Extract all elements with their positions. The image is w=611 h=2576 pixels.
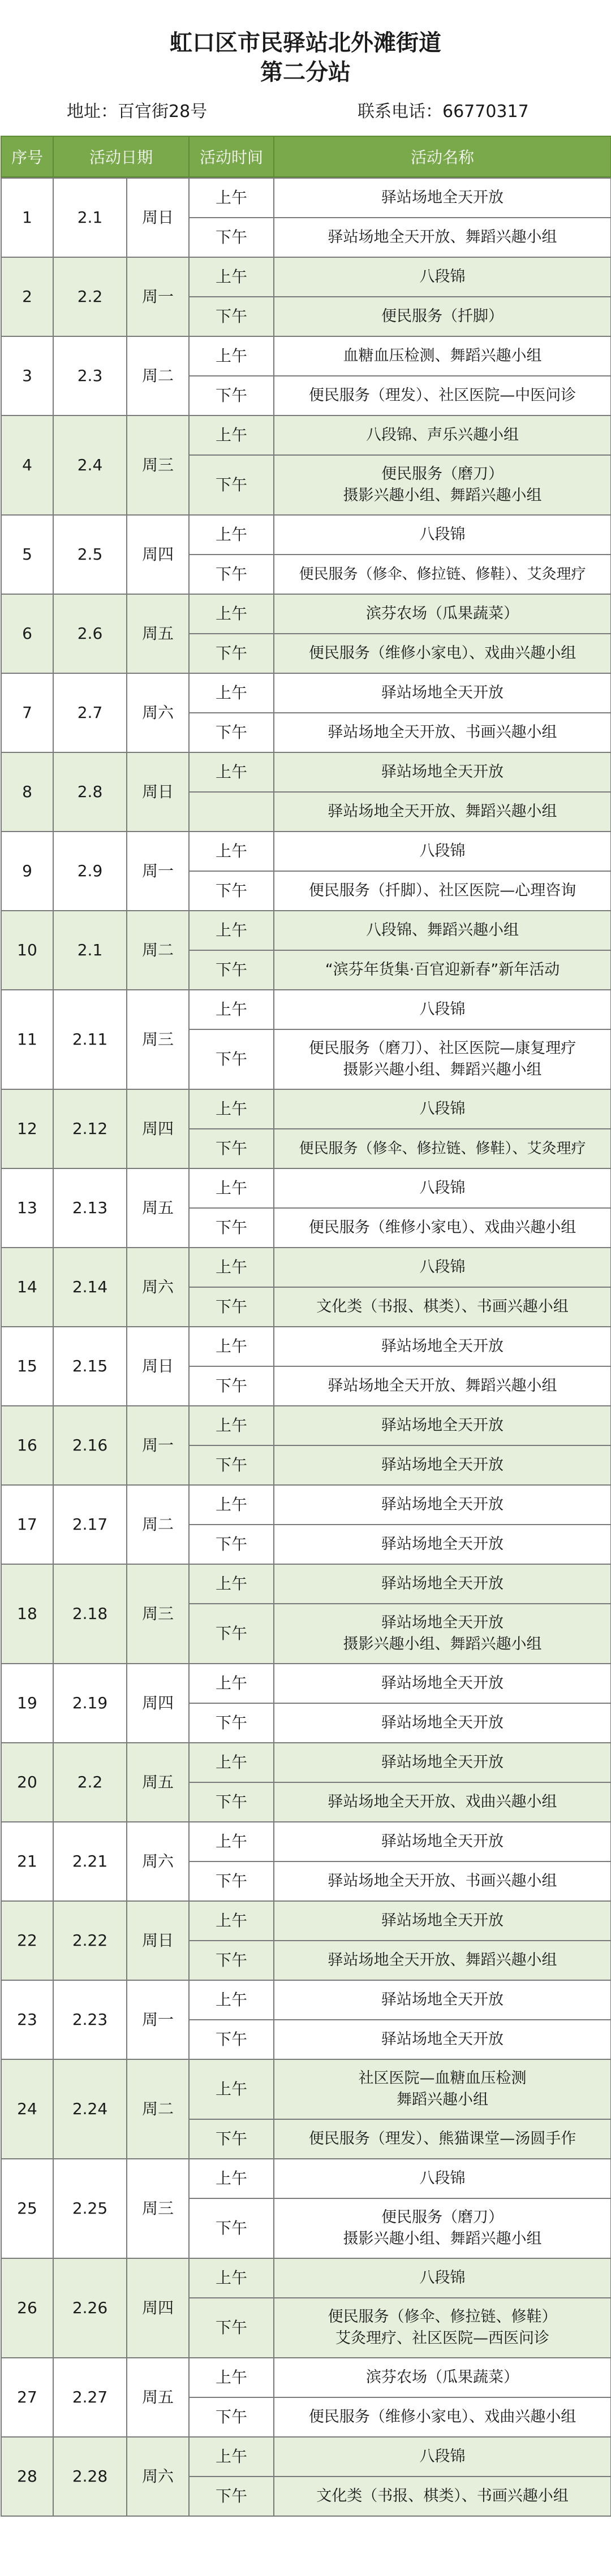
am-label-cell: 上午 xyxy=(189,257,274,297)
seq-cell: 24 xyxy=(1,2059,53,2159)
date-cell: 2.15 xyxy=(53,1327,127,1406)
am-label-cell: 上午 xyxy=(189,1822,274,1861)
table-row xyxy=(1,832,611,911)
date-cell: 2.17 xyxy=(53,1485,127,1564)
am-label-cell: 上午 xyxy=(189,1980,274,2020)
pm-label-cell xyxy=(189,792,274,832)
seq-cell: 8 xyxy=(1,752,53,832)
seq-cell: 27 xyxy=(1,2358,53,2437)
am-label-cell: 上午 xyxy=(189,2358,274,2397)
weekday-cell: 周五 xyxy=(127,1743,189,1822)
date-cell: 2.28 xyxy=(53,2437,127,2516)
pm-activity-cell: 驿站场地全天开放、舞蹈兴趣小组 xyxy=(274,1366,611,1406)
am-activity-cell: 驿站场地全天开放 xyxy=(274,1327,611,1366)
weekday-cell: 周四 xyxy=(127,1664,189,1743)
am-label-cell: 上午 xyxy=(189,2059,274,2119)
table-row xyxy=(1,336,611,415)
seq-cell: 15 xyxy=(1,1327,53,1406)
pm-activity-cell: 便民服务（维修小家电）、戏曲兴趣小组 xyxy=(274,1208,611,1248)
pm-label-cell: 下午 xyxy=(189,1782,274,1822)
pm-label-cell: 下午 xyxy=(189,1604,274,1664)
seq-cell: 19 xyxy=(1,1664,53,1743)
date-cell: 2.3 xyxy=(53,336,127,415)
pm-label-cell: 下午 xyxy=(189,1366,274,1406)
pm-activity-cell: 便民服务（扦脚） xyxy=(274,297,611,336)
pm-activity-cell: 便民服务（修伞、修拉链、修鞋） 艾灸理疗、社区医院—西医问诊 xyxy=(274,2298,611,2358)
pm-label-cell: 下午 xyxy=(189,555,274,594)
pm-activity-cell: 便民服务（理发）、熊猫课堂—汤圆手作 xyxy=(274,2119,611,2159)
date-cell: 2.9 xyxy=(53,832,127,911)
pm-activity-cell: 便民服务（磨刀） 摄影兴趣小组、舞蹈兴趣小组 xyxy=(274,2198,611,2258)
weekday-cell: 周六 xyxy=(127,2437,189,2516)
am-activity-cell: 八段锦 xyxy=(274,515,611,555)
table-row xyxy=(1,1485,611,1564)
weekday-cell: 周一 xyxy=(127,1406,189,1485)
pm-activity-cell: “滨芬年货集·百官迎新春”新年活动 xyxy=(274,950,611,990)
pm-label-cell: 下午 xyxy=(189,2020,274,2059)
am-activity-cell: 八段锦 xyxy=(274,2437,611,2477)
date-cell: 2.1 xyxy=(53,911,127,990)
am-activity-cell: 驿站场地全天开放 xyxy=(274,1822,611,1861)
date-cell: 2.21 xyxy=(53,1822,127,1901)
am-label-cell: 上午 xyxy=(189,1664,274,1703)
table-row xyxy=(1,1168,611,1248)
pm-label-cell: 下午 xyxy=(189,713,274,752)
seq-cell: 14 xyxy=(1,1248,53,1327)
header-activity: 活动名称 xyxy=(274,136,611,177)
am-activity-cell: 八段锦 xyxy=(274,990,611,1029)
table-row xyxy=(1,1901,611,1980)
weekday-cell: 周五 xyxy=(127,2358,189,2437)
am-activity-cell: 滨芬农场（瓜果蔬菜） xyxy=(274,594,611,634)
pm-activity-cell: 驿站场地全天开放、戏曲兴趣小组 xyxy=(274,1782,611,1822)
table-row xyxy=(1,673,611,752)
am-activity-cell: 驿站场地全天开放 xyxy=(274,1980,611,2020)
date-cell: 2.27 xyxy=(53,2358,127,2437)
seq-cell: 10 xyxy=(1,911,53,990)
table-row xyxy=(1,2258,611,2358)
pm-activity-cell: 便民服务（维修小家电）、戏曲兴趣小组 xyxy=(274,634,611,673)
am-label-cell: 上午 xyxy=(189,673,274,713)
date-cell: 2.23 xyxy=(53,1980,127,2059)
weekday-cell: 周三 xyxy=(127,415,189,515)
pm-activity-cell: 驿站场地全天开放 xyxy=(274,1525,611,1564)
am-activity-cell: 滨芬农场（瓜果蔬菜） xyxy=(274,2358,611,2397)
date-cell: 2.12 xyxy=(53,1089,127,1168)
address-text: 地址：百官街28号 xyxy=(67,102,208,122)
date-cell: 2.13 xyxy=(53,1168,127,1248)
pm-label-cell: 下午 xyxy=(189,376,274,415)
am-activity-cell: 八段锦 xyxy=(274,1168,611,1208)
date-cell: 2.24 xyxy=(53,2059,127,2159)
weekday-cell: 周日 xyxy=(127,178,189,257)
seq-cell: 3 xyxy=(1,336,53,415)
page-subtitle: 第二分站 xyxy=(260,59,351,85)
table-row xyxy=(1,415,611,515)
seq-cell: 5 xyxy=(1,515,53,594)
weekday-cell: 周四 xyxy=(127,2258,189,2358)
weekday-cell: 周六 xyxy=(127,1822,189,1901)
pm-activity-cell: 便民服务（修伞、修拉链、修鞋）、艾灸理疗 xyxy=(274,555,611,594)
table-row xyxy=(1,1564,611,1664)
table-row xyxy=(1,2437,611,2516)
table-row xyxy=(1,1980,611,2059)
am-label-cell: 上午 xyxy=(189,1248,274,1287)
pm-activity-cell: 驿站场地全天开放、舞蹈兴趣小组 xyxy=(274,1941,611,1980)
am-label-cell: 上午 xyxy=(189,594,274,634)
pm-label-cell: 下午 xyxy=(189,455,274,515)
seq-cell: 28 xyxy=(1,2437,53,2516)
pm-label-cell: 下午 xyxy=(189,1287,274,1327)
am-label-cell: 上午 xyxy=(189,1089,274,1129)
am-activity-cell: 八段锦 xyxy=(274,1248,611,1287)
am-label-cell: 上午 xyxy=(189,832,274,871)
am-label-cell: 上午 xyxy=(189,911,274,950)
pm-label-cell: 下午 xyxy=(189,2198,274,2258)
am-activity-cell: 八段锦 xyxy=(274,832,611,871)
header-time: 活动时间 xyxy=(189,136,274,177)
table-row xyxy=(1,2059,611,2159)
am-label-cell: 上午 xyxy=(189,1485,274,1525)
pm-activity-cell: 驿站场地全天开放 xyxy=(274,2020,611,2059)
weekday-cell: 周日 xyxy=(127,1901,189,1980)
header-seq: 序号 xyxy=(1,136,53,177)
am-activity-cell: 驿站场地全天开放 xyxy=(274,1406,611,1445)
table-row xyxy=(1,594,611,673)
am-activity-cell: 社区医院—血糖血压检测 舞蹈兴趣小组 xyxy=(274,2059,611,2119)
pm-label-cell: 下午 xyxy=(189,2477,274,2516)
table-row xyxy=(1,257,611,336)
pm-label-cell: 下午 xyxy=(189,634,274,673)
seq-cell: 6 xyxy=(1,594,53,673)
am-label-cell: 上午 xyxy=(189,515,274,555)
pm-activity-cell: 驿站场地全天开放 xyxy=(274,1445,611,1485)
date-cell: 2.22 xyxy=(53,1901,127,1980)
table-row xyxy=(1,1664,611,1743)
seq-cell: 21 xyxy=(1,1822,53,1901)
am-activity-cell: 八段锦、舞蹈兴趣小组 xyxy=(274,911,611,950)
table-row xyxy=(1,1248,611,1327)
pm-label-cell: 下午 xyxy=(189,871,274,911)
table-row xyxy=(1,2358,611,2437)
seq-cell: 20 xyxy=(1,1743,53,1822)
weekday-cell: 周一 xyxy=(127,257,189,336)
am-activity-cell: 八段锦 xyxy=(274,257,611,297)
seq-cell: 25 xyxy=(1,2159,53,2258)
header xyxy=(0,0,611,136)
pm-activity-cell: 便民服务（修伞、修拉链、修鞋）、艾灸理疗 xyxy=(274,1129,611,1168)
pm-label-cell: 下午 xyxy=(189,2298,274,2358)
date-cell: 2.26 xyxy=(53,2258,127,2358)
weekday-cell: 周二 xyxy=(127,911,189,990)
am-activity-cell: 血糖血压检测、舞蹈兴趣小组 xyxy=(274,336,611,376)
date-cell: 2.11 xyxy=(53,990,127,1089)
am-activity-cell: 驿站场地全天开放 xyxy=(274,1485,611,1525)
am-activity-cell: 驿站场地全天开放 xyxy=(274,1743,611,1782)
weekday-cell: 周六 xyxy=(127,673,189,752)
pm-label-cell: 下午 xyxy=(189,950,274,990)
pm-label-cell: 下午 xyxy=(189,1525,274,1564)
schedule-table-body xyxy=(1,177,611,2517)
date-cell: 2.14 xyxy=(53,1248,127,1327)
am-label-cell: 上午 xyxy=(189,1901,274,1941)
am-activity-cell: 八段锦 xyxy=(274,1089,611,1129)
am-activity-cell: 八段锦 xyxy=(274,2159,611,2198)
weekday-cell: 周三 xyxy=(127,1564,189,1664)
table-row xyxy=(1,1089,611,1168)
table-row xyxy=(1,1822,611,1901)
pm-activity-cell: 便民服务（维修小家电）、戏曲兴趣小组 xyxy=(274,2397,611,2437)
weekday-cell: 周二 xyxy=(127,2059,189,2159)
pm-label-cell: 下午 xyxy=(189,1861,274,1901)
date-cell: 2.1 xyxy=(53,178,127,257)
am-label-cell: 上午 xyxy=(189,1743,274,1782)
table-row xyxy=(1,515,611,594)
weekday-cell: 周六 xyxy=(127,1248,189,1327)
seq-cell: 13 xyxy=(1,1168,53,1248)
pm-label-cell: 下午 xyxy=(189,1129,274,1168)
seq-cell: 11 xyxy=(1,990,53,1089)
date-cell: 2.7 xyxy=(53,673,127,752)
pm-activity-cell: 便民服务（磨刀） 摄影兴趣小组、舞蹈兴趣小组 xyxy=(274,455,611,515)
weekday-cell: 周二 xyxy=(127,336,189,415)
pm-label-cell: 下午 xyxy=(189,1029,274,1089)
pm-label-cell: 下午 xyxy=(189,1703,274,1743)
date-cell: 2.18 xyxy=(53,1564,127,1664)
seq-cell: 23 xyxy=(1,1980,53,2059)
seq-cell: 2 xyxy=(1,257,53,336)
am-activity-cell: 八段锦、声乐兴趣小组 xyxy=(274,415,611,455)
am-label-cell: 上午 xyxy=(189,990,274,1029)
pm-activity-cell: 驿站场地全天开放 摄影兴趣小组、舞蹈兴趣小组 xyxy=(274,1604,611,1664)
am-activity-cell: 驿站场地全天开放 xyxy=(274,673,611,713)
pm-label-cell: 下午 xyxy=(189,218,274,257)
pm-activity-cell: 文化类（书报、棋类）、书画兴趣小组 xyxy=(274,1287,611,1327)
am-activity-cell: 驿站场地全天开放 xyxy=(274,1664,611,1703)
table-row xyxy=(1,1743,611,1822)
weekday-cell: 周五 xyxy=(127,1168,189,1248)
seq-cell: 26 xyxy=(1,2258,53,2358)
am-label-cell: 上午 xyxy=(189,1327,274,1366)
pm-activity-cell: 驿站场地全天开放 xyxy=(274,1703,611,1743)
pm-activity-cell: 文化类（书报、棋类）、书画兴趣小组 xyxy=(274,2477,611,2516)
pm-label-cell: 下午 xyxy=(189,1941,274,1980)
table-row xyxy=(1,178,611,257)
seq-cell: 7 xyxy=(1,673,53,752)
date-cell: 2.19 xyxy=(53,1664,127,1743)
am-activity-cell: 驿站场地全天开放 xyxy=(274,1564,611,1604)
seq-cell: 12 xyxy=(1,1089,53,1168)
date-cell: 2.4 xyxy=(53,415,127,515)
am-label-cell: 上午 xyxy=(189,336,274,376)
seq-cell: 9 xyxy=(1,832,53,911)
weekday-cell: 周四 xyxy=(127,1089,189,1168)
seq-cell: 22 xyxy=(1,1901,53,1980)
table-row xyxy=(1,990,611,1089)
weekday-cell: 周五 xyxy=(127,594,189,673)
am-activity-cell: 驿站场地全天开放 xyxy=(274,1901,611,1941)
table-header-row xyxy=(1,136,611,177)
pm-activity-cell: 驿站场地全天开放、书画兴趣小组 xyxy=(274,713,611,752)
seq-cell: 17 xyxy=(1,1485,53,1564)
weekday-cell: 周一 xyxy=(127,1980,189,2059)
date-cell: 2.5 xyxy=(53,515,127,594)
weekday-cell: 周三 xyxy=(127,990,189,1089)
seq-cell: 18 xyxy=(1,1564,53,1664)
pm-activity-cell: 驿站场地全天开放、舞蹈兴趣小组 xyxy=(274,218,611,257)
table-row xyxy=(1,752,611,832)
date-cell: 2.25 xyxy=(53,2159,127,2258)
pm-activity-cell: 便民服务（理发）、社区医院—中医问诊 xyxy=(274,376,611,415)
weekday-cell: 周一 xyxy=(127,832,189,911)
seq-cell: 4 xyxy=(1,415,53,515)
table-row xyxy=(1,1327,611,1406)
am-activity-cell: 驿站场地全天开放 xyxy=(274,178,611,218)
date-cell: 2.16 xyxy=(53,1406,127,1485)
weekday-cell: 周四 xyxy=(127,515,189,594)
page-title: 虹口区市民驿站北外滩街道 xyxy=(170,30,441,56)
am-label-cell: 上午 xyxy=(189,178,274,218)
phone-text: 联系电话：66770317 xyxy=(358,102,529,122)
pm-label-cell: 下午 xyxy=(189,1445,274,1485)
am-label-cell: 上午 xyxy=(189,415,274,455)
pm-label-cell: 下午 xyxy=(189,297,274,336)
weekday-cell: 周日 xyxy=(127,1327,189,1406)
pm-label-cell: 下午 xyxy=(189,1208,274,1248)
date-cell: 2.6 xyxy=(53,594,127,673)
schedule-table xyxy=(1,136,611,177)
seq-cell: 1 xyxy=(1,178,53,257)
am-label-cell: 上午 xyxy=(189,1168,274,1208)
am-label-cell: 上午 xyxy=(189,2258,274,2298)
am-label-cell: 上午 xyxy=(189,1564,274,1604)
am-label-cell: 上午 xyxy=(189,2437,274,2477)
date-cell: 2.2 xyxy=(53,1743,127,1822)
pm-activity-cell: 便民服务（磨刀）、社区医院—康复理疗 摄影兴趣小组、舞蹈兴趣小组 xyxy=(274,1029,611,1089)
am-activity-cell: 驿站场地全天开放 xyxy=(274,752,611,792)
header-date: 活动日期 xyxy=(53,136,189,177)
am-activity-cell: 八段锦 xyxy=(274,2258,611,2298)
pm-label-cell: 下午 xyxy=(189,2397,274,2437)
pm-label-cell: 下午 xyxy=(189,2119,274,2159)
weekday-cell: 周三 xyxy=(127,2159,189,2258)
date-cell: 2.2 xyxy=(53,257,127,336)
table-row xyxy=(1,1406,611,1485)
table-row xyxy=(1,2159,611,2258)
weekday-cell: 周二 xyxy=(127,1485,189,1564)
weekday-cell: 周日 xyxy=(127,752,189,832)
table-row xyxy=(1,911,611,990)
pm-activity-cell: 便民服务（扦脚）、社区医院—心理咨询 xyxy=(274,871,611,911)
date-cell: 2.8 xyxy=(53,752,127,832)
am-label-cell: 上午 xyxy=(189,2159,274,2198)
pm-activity-cell: 驿站场地全天开放、书画兴趣小组 xyxy=(274,1861,611,1901)
pm-activity-cell: 驿站场地全天开放、舞蹈兴趣小组 xyxy=(274,792,611,832)
seq-cell: 16 xyxy=(1,1406,53,1485)
am-label-cell: 上午 xyxy=(189,1406,274,1445)
am-label-cell: 上午 xyxy=(189,752,274,792)
